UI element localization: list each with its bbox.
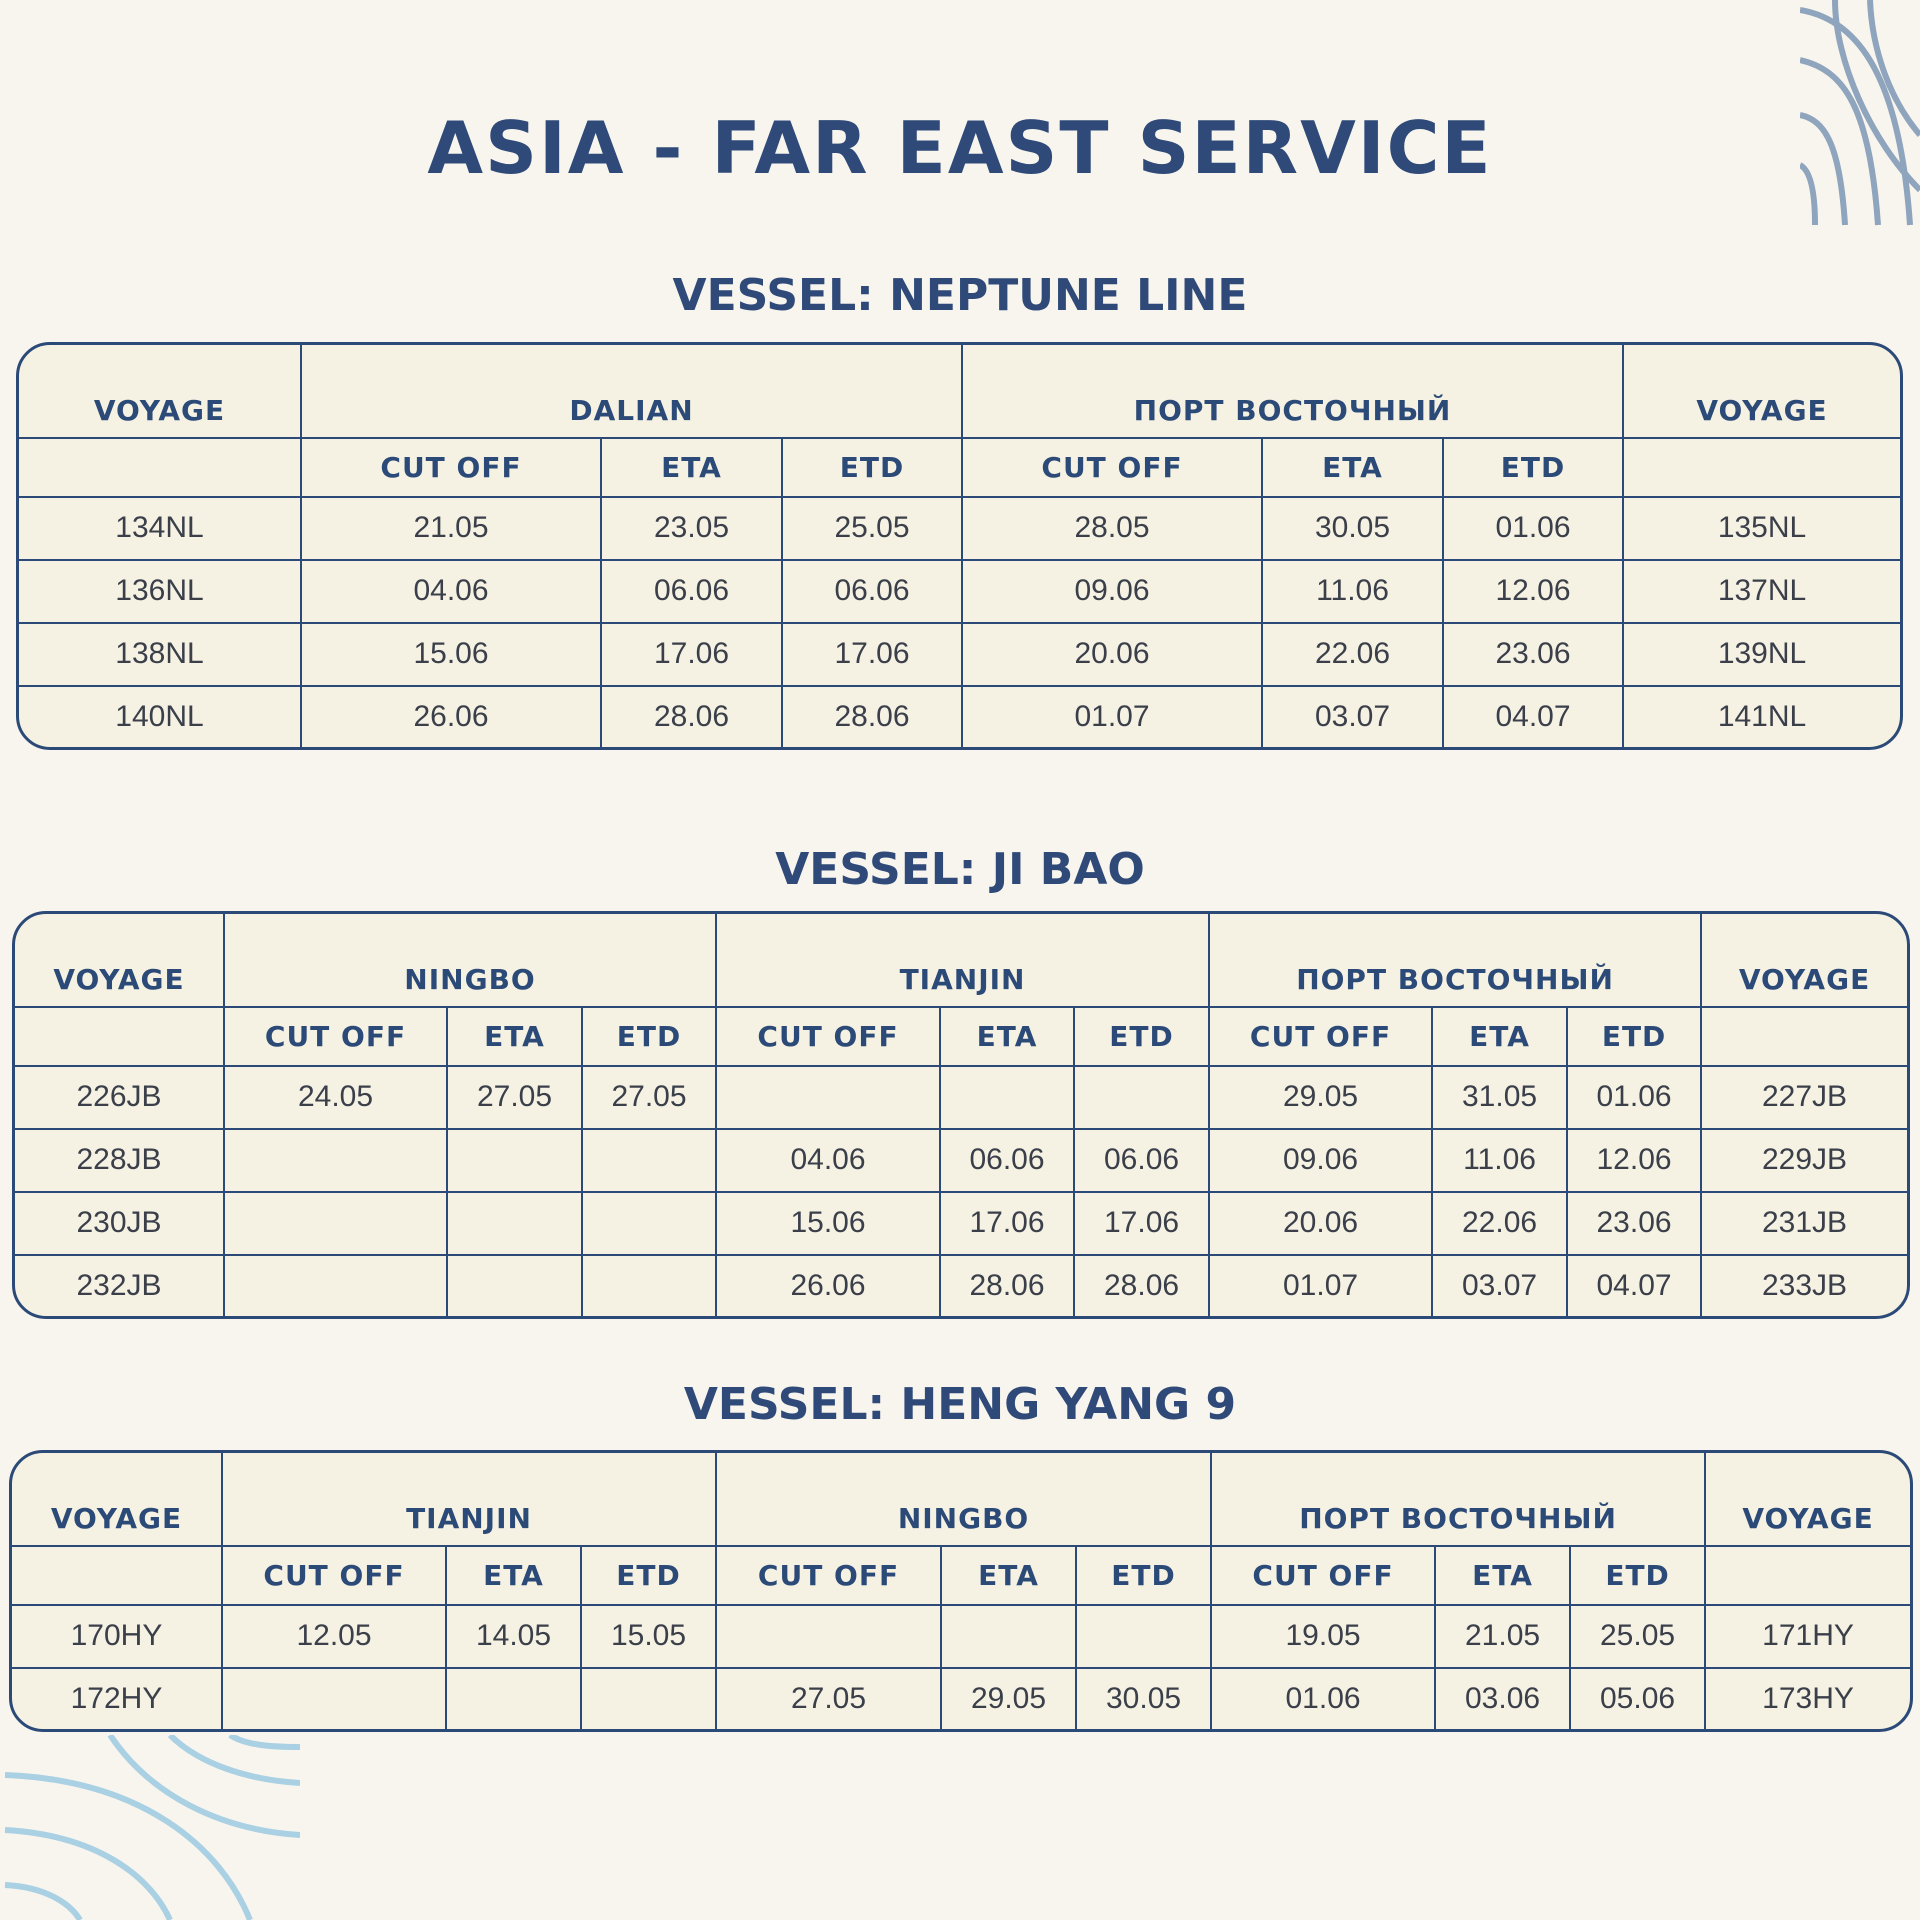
table-row xyxy=(12,1605,1910,1668)
etd-header: ETD xyxy=(1570,1546,1705,1605)
date-cell xyxy=(1074,1066,1209,1129)
vessel-heading-neptune-line: VESSEL: NEPTUNE LINE xyxy=(672,270,1248,321)
date-cell: 01.06 xyxy=(1211,1668,1435,1729)
date-cell: 30.05 xyxy=(1076,1668,1211,1729)
voyage-cell: 233JB xyxy=(1701,1255,1907,1316)
empty-subheader xyxy=(1701,1007,1907,1066)
date-cell: 24.05 xyxy=(224,1066,447,1129)
eta-header: ETA xyxy=(940,1007,1074,1066)
table-row xyxy=(15,1255,1907,1316)
date-cell: 12.06 xyxy=(1567,1129,1701,1192)
cut-off-header: CUT OFF xyxy=(716,1007,940,1066)
date-cell: 06.06 xyxy=(601,560,782,623)
date-cell xyxy=(582,1192,716,1255)
date-cell xyxy=(447,1255,582,1316)
voyage-cell: 172HY xyxy=(12,1668,222,1729)
schedule-table-neptune-line xyxy=(16,342,1903,750)
etd-header: ETD xyxy=(1443,438,1623,497)
table-header-row xyxy=(15,914,1907,1007)
date-cell: 28.06 xyxy=(601,686,782,747)
date-cell: 06.06 xyxy=(940,1129,1074,1192)
eta-header: ETA xyxy=(941,1546,1076,1605)
return-voyage-header: VOYAGE xyxy=(1623,345,1900,438)
table-row xyxy=(15,1129,1907,1192)
voyage-cell: 135NL xyxy=(1623,497,1900,560)
port-header-tianjin: TIANJIN xyxy=(716,914,1209,1007)
date-cell: 20.06 xyxy=(1209,1192,1432,1255)
voyage-cell: 136NL xyxy=(19,560,301,623)
date-cell: 26.06 xyxy=(301,686,601,747)
etd-header: ETD xyxy=(1567,1007,1701,1066)
date-cell: 31.05 xyxy=(1432,1066,1567,1129)
date-cell: 04.06 xyxy=(716,1129,940,1192)
date-cell xyxy=(582,1129,716,1192)
date-cell xyxy=(447,1129,582,1192)
date-cell: 11.06 xyxy=(1432,1129,1567,1192)
cut-off-header: CUT OFF xyxy=(222,1546,446,1605)
date-cell: 06.06 xyxy=(1074,1129,1209,1192)
cut-off-header: CUT OFF xyxy=(1209,1007,1432,1066)
eta-header: ETA xyxy=(446,1546,581,1605)
voyage-cell: 139NL xyxy=(1623,623,1900,686)
date-cell: 04.06 xyxy=(301,560,601,623)
date-cell: 29.05 xyxy=(1209,1066,1432,1129)
date-cell: 19.05 xyxy=(1211,1605,1435,1668)
date-cell: 06.06 xyxy=(782,560,962,623)
etd-header: ETD xyxy=(582,1007,716,1066)
date-cell: 27.05 xyxy=(716,1668,941,1729)
etd-header: ETD xyxy=(581,1546,716,1605)
table-subheader-row xyxy=(15,1007,1907,1066)
date-cell: 29.05 xyxy=(941,1668,1076,1729)
schedule-table-ji-bao xyxy=(12,911,1910,1319)
vessel-heading-heng-yang-9: VESSEL: HENG YANG 9 xyxy=(683,1379,1237,1430)
etd-header: ETD xyxy=(1074,1007,1209,1066)
date-cell: 28.06 xyxy=(940,1255,1074,1316)
voyage-header: VOYAGE xyxy=(12,1453,222,1546)
date-cell: 09.06 xyxy=(962,560,1262,623)
date-cell: 12.05 xyxy=(222,1605,446,1668)
date-cell: 11.06 xyxy=(1262,560,1443,623)
date-cell xyxy=(447,1192,582,1255)
date-cell: 15.06 xyxy=(301,623,601,686)
date-cell: 03.06 xyxy=(1435,1668,1570,1729)
date-cell: 14.05 xyxy=(446,1605,581,1668)
cut-off-header: CUT OFF xyxy=(224,1007,447,1066)
eta-header: ETA xyxy=(1262,438,1443,497)
table-row xyxy=(19,497,1900,560)
date-cell xyxy=(716,1066,940,1129)
port-header-vostochny: ПОРТ ВОСТОЧНЫЙ xyxy=(1209,914,1701,1007)
voyage-cell: 137NL xyxy=(1623,560,1900,623)
table-row xyxy=(12,1668,1910,1729)
date-cell xyxy=(224,1129,447,1192)
return-voyage-header: VOYAGE xyxy=(1701,914,1907,1007)
date-cell: 15.06 xyxy=(716,1192,940,1255)
table-row xyxy=(15,1066,1907,1129)
date-cell xyxy=(582,1255,716,1316)
date-cell: 27.05 xyxy=(582,1066,716,1129)
port-header-vostochny: ПОРТ ВОСТОЧНЫЙ xyxy=(1211,1453,1705,1546)
date-cell: 30.05 xyxy=(1262,497,1443,560)
voyage-cell: 141NL xyxy=(1623,686,1900,747)
date-cell: 17.06 xyxy=(1074,1192,1209,1255)
date-cell: 23.05 xyxy=(601,497,782,560)
date-cell: 03.07 xyxy=(1262,686,1443,747)
date-cell xyxy=(224,1255,447,1316)
voyage-cell: 226JB xyxy=(15,1066,224,1129)
voyage-cell: 232JB xyxy=(15,1255,224,1316)
table-row xyxy=(19,560,1900,623)
date-cell: 04.07 xyxy=(1567,1255,1701,1316)
eta-header: ETA xyxy=(1432,1007,1567,1066)
voyage-cell: 134NL xyxy=(19,497,301,560)
table-header-row xyxy=(19,345,1900,438)
date-cell: 27.05 xyxy=(447,1066,582,1129)
table-row xyxy=(19,623,1900,686)
date-cell: 17.06 xyxy=(940,1192,1074,1255)
corner-arcs-bottom-left-icon xyxy=(0,1735,300,1920)
date-cell: 17.06 xyxy=(601,623,782,686)
port-header-tianjin: TIANJIN xyxy=(222,1453,716,1546)
voyage-cell: 138NL xyxy=(19,623,301,686)
voyage-cell: 229JB xyxy=(1701,1129,1907,1192)
voyage-header: VOYAGE xyxy=(19,345,301,438)
cut-off-header: CUT OFF xyxy=(716,1546,941,1605)
port-header-vostochny: ПОРТ ВОСТОЧНЫЙ xyxy=(962,345,1623,438)
date-cell: 03.07 xyxy=(1432,1255,1567,1316)
empty-subheader xyxy=(19,438,301,497)
voyage-cell: 171HY xyxy=(1705,1605,1910,1668)
date-cell: 20.06 xyxy=(962,623,1262,686)
port-header-ningbo: NINGBO xyxy=(716,1453,1211,1546)
schedule-table-heng-yang-9 xyxy=(9,1450,1913,1732)
date-cell xyxy=(940,1066,1074,1129)
empty-subheader xyxy=(1705,1546,1910,1605)
date-cell: 15.05 xyxy=(581,1605,716,1668)
date-cell xyxy=(716,1605,941,1668)
voyage-cell: 231JB xyxy=(1701,1192,1907,1255)
voyage-cell: 228JB xyxy=(15,1129,224,1192)
date-cell: 28.06 xyxy=(1074,1255,1209,1316)
date-cell: 01.06 xyxy=(1443,497,1623,560)
cut-off-header: CUT OFF xyxy=(301,438,601,497)
empty-subheader xyxy=(12,1546,222,1605)
date-cell: 26.06 xyxy=(716,1255,940,1316)
date-cell xyxy=(446,1668,581,1729)
date-cell: 28.05 xyxy=(962,497,1262,560)
voyage-header: VOYAGE xyxy=(15,914,224,1007)
date-cell: 05.06 xyxy=(1570,1668,1705,1729)
cut-off-header: CUT OFF xyxy=(1211,1546,1435,1605)
empty-subheader xyxy=(1623,438,1900,497)
date-cell: 01.06 xyxy=(1567,1066,1701,1129)
date-cell: 22.06 xyxy=(1432,1192,1567,1255)
date-cell: 17.06 xyxy=(782,623,962,686)
date-cell: 01.07 xyxy=(1209,1255,1432,1316)
table-row xyxy=(19,686,1900,747)
date-cell: 09.06 xyxy=(1209,1129,1432,1192)
eta-header: ETA xyxy=(601,438,782,497)
voyage-cell: 170HY xyxy=(12,1605,222,1668)
date-cell: 23.06 xyxy=(1567,1192,1701,1255)
date-cell: 04.07 xyxy=(1443,686,1623,747)
cut-off-header: CUT OFF xyxy=(962,438,1262,497)
return-voyage-header: VOYAGE xyxy=(1705,1453,1910,1546)
port-header-ningbo: NINGBO xyxy=(224,914,716,1007)
table-row xyxy=(15,1192,1907,1255)
etd-header: ETD xyxy=(782,438,962,497)
etd-header: ETD xyxy=(1076,1546,1211,1605)
table-subheader-row xyxy=(12,1546,1910,1605)
date-cell xyxy=(1076,1605,1211,1668)
page-title: ASIA - FAR EAST SERVICE xyxy=(427,106,1493,190)
date-cell: 28.06 xyxy=(782,686,962,747)
date-cell: 21.05 xyxy=(301,497,601,560)
date-cell: 12.06 xyxy=(1443,560,1623,623)
table-subheader-row xyxy=(19,438,1900,497)
port-header-dalian: DALIAN xyxy=(301,345,962,438)
voyage-cell: 227JB xyxy=(1701,1066,1907,1129)
voyage-cell: 140NL xyxy=(19,686,301,747)
eta-header: ETA xyxy=(447,1007,582,1066)
date-cell: 23.06 xyxy=(1443,623,1623,686)
date-cell xyxy=(581,1668,716,1729)
eta-header: ETA xyxy=(1435,1546,1570,1605)
voyage-cell: 173HY xyxy=(1705,1668,1910,1729)
vessel-heading-ji-bao: VESSEL: JI BAO xyxy=(775,844,1145,895)
date-cell: 22.06 xyxy=(1262,623,1443,686)
table-header-row xyxy=(12,1453,1910,1546)
date-cell: 21.05 xyxy=(1435,1605,1570,1668)
date-cell xyxy=(941,1605,1076,1668)
voyage-cell: 230JB xyxy=(15,1192,224,1255)
date-cell: 25.05 xyxy=(782,497,962,560)
date-cell xyxy=(224,1192,447,1255)
empty-subheader xyxy=(15,1007,224,1066)
date-cell xyxy=(222,1668,446,1729)
date-cell: 01.07 xyxy=(962,686,1262,747)
date-cell: 25.05 xyxy=(1570,1605,1705,1668)
